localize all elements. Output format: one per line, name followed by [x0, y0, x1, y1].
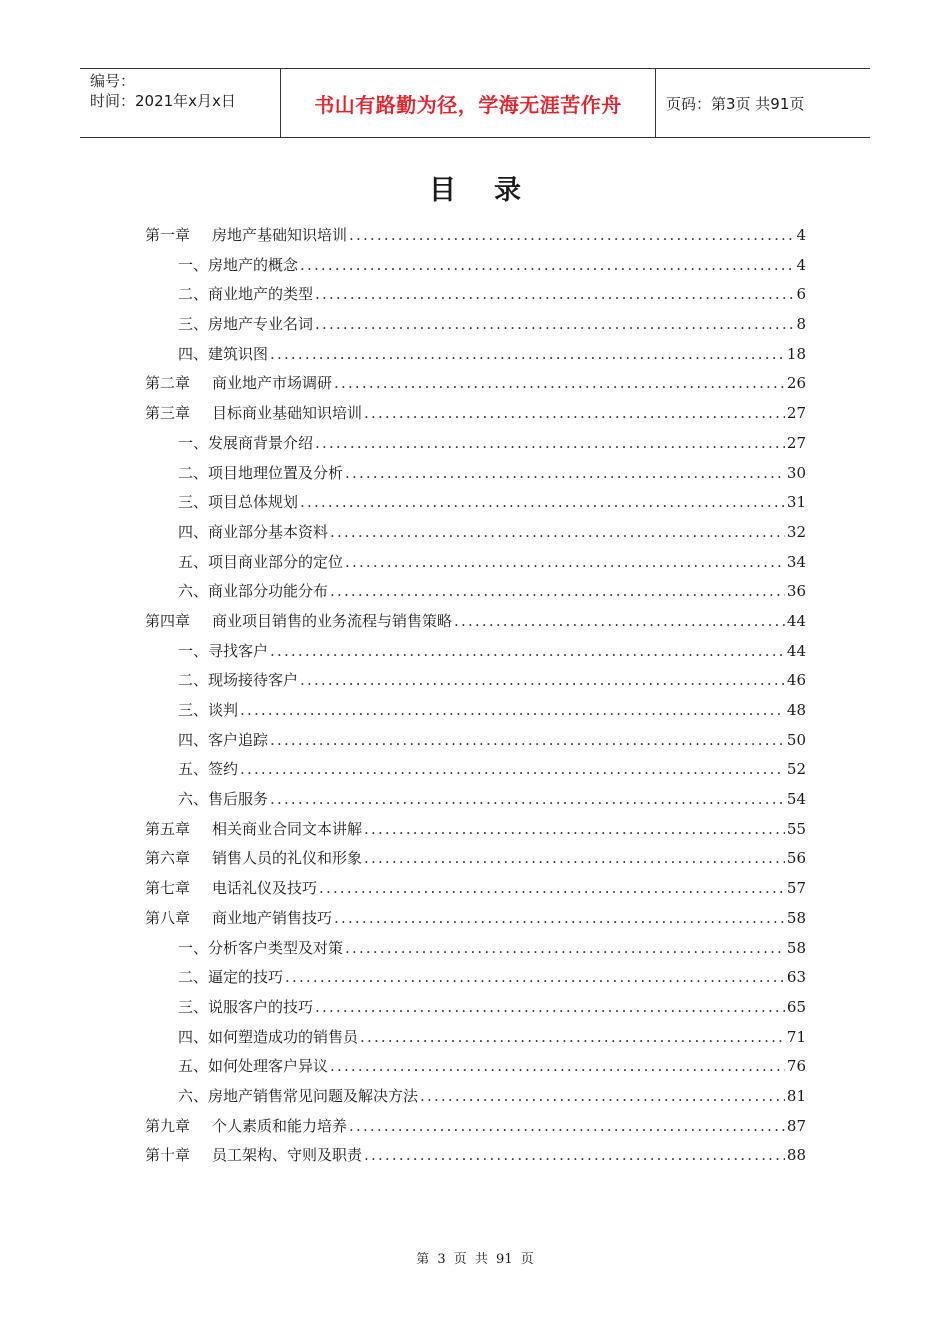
toc-page-number: 48: [786, 701, 806, 719]
toc-entry-label: 一、分析客户类型及对策: [178, 938, 344, 957]
toc-page-number: 58: [786, 908, 806, 927]
toc-chapter-number: 第十章: [145, 1146, 191, 1165]
toc-page-number: 4: [796, 255, 806, 274]
toc-entry-label: 四、商业部分基本资料: [178, 522, 329, 541]
toc-section-entry[interactable]: [145, 788, 806, 818]
toc-leader-dots: [300, 671, 785, 689]
toc-leader-dots: [300, 256, 794, 274]
toc-page-number: 46: [786, 671, 806, 690]
page-footer: 第 3 页 共 91 页: [416, 1252, 534, 1267]
toc-leader-dots: [454, 612, 785, 630]
toc-page-number: 27: [786, 433, 806, 452]
toc-leader-dots: [285, 968, 785, 986]
toc-section-entry[interactable]: [145, 343, 806, 373]
toc-section-entry[interactable]: [145, 283, 806, 313]
document-time-label: 时间：2021年x月x日: [90, 92, 236, 110]
toc-section-entry[interactable]: [145, 758, 806, 788]
toc-leader-dots: [345, 553, 785, 571]
header-meta: [80, 69, 280, 137]
toc-entry-label: 三、谈判: [178, 701, 239, 719]
toc-leader-dots: [330, 523, 785, 541]
toc-page-number: 58: [786, 938, 806, 957]
toc-page-number: 81: [786, 1086, 806, 1105]
toc-section-entry[interactable]: [145, 313, 806, 343]
toc-page-number: 88: [786, 1146, 806, 1165]
toc-leader-dots: [319, 879, 785, 897]
toc-chapter-entry[interactable]: [145, 1115, 806, 1145]
toc-entry-label: 商业地产销售技巧: [212, 908, 333, 927]
toc-entry-label: 商业地产市场调研: [212, 374, 333, 393]
toc-page-number: 63: [786, 968, 806, 987]
toc-chapter-entry[interactable]: [145, 402, 806, 432]
toc-section-entry[interactable]: [145, 491, 806, 521]
toc-section-entry[interactable]: [145, 580, 806, 610]
toc-entry-label: 目标商业基础知识培训: [212, 404, 363, 423]
toc-leader-dots: [270, 345, 785, 363]
toc-leader-dots: [364, 849, 785, 867]
toc-entry-label: 商业项目销售的业务流程与销售策略: [212, 611, 453, 630]
toc-section-entry[interactable]: [145, 462, 806, 492]
toc-section-entry[interactable]: [145, 1085, 806, 1115]
toc-entry-label: 二、商业地产的类型: [178, 285, 314, 304]
toc-leader-dots: [300, 493, 785, 511]
toc-entry-label: 个人素质和能力培养: [212, 1116, 348, 1135]
toc-entry-label: 房地产基础知识培训: [212, 226, 348, 244]
toc-page-number: 4: [796, 226, 806, 244]
toc-section-entry[interactable]: [145, 521, 806, 551]
header-motto: 书山有路勤为径，学海无涯苦作舟: [280, 69, 656, 137]
page-header: [80, 68, 870, 138]
toc-entry-label: 六、售后服务: [178, 790, 269, 809]
toc-chapter-number: 第三章: [145, 404, 191, 423]
toc-leader-dots: [349, 1117, 785, 1135]
table-of-contents: [145, 224, 806, 1174]
toc-section-entry[interactable]: [145, 729, 806, 759]
toc-entry-label: 相关商业合同文本讲解: [212, 819, 363, 838]
toc-chapter-number: 第五章: [145, 819, 191, 838]
toc-entry-label: 五、签约: [178, 760, 239, 779]
toc-entry-label: 一、房地产的概念: [178, 255, 299, 274]
toc-leader-dots: [334, 374, 785, 392]
toc-leader-dots: [345, 939, 785, 957]
toc-page-number: 32: [786, 522, 806, 541]
document-number-label: 编号：: [90, 72, 136, 90]
toc-page-number: 50: [786, 730, 806, 749]
toc-leader-dots: [360, 1028, 785, 1046]
toc-entry-label: 三、房地产专业名词: [178, 315, 314, 334]
toc-chapter-entry[interactable]: [145, 372, 806, 402]
toc-chapter-number: 第二章: [145, 374, 191, 393]
toc-section-entry[interactable]: [145, 996, 806, 1026]
toc-section-entry[interactable]: [145, 1026, 806, 1056]
toc-section-entry[interactable]: [145, 966, 806, 996]
toc-chapter-number: 第六章: [145, 849, 191, 868]
toc-page-number: 52: [786, 760, 806, 779]
toc-entry-label: 二、现场接待客户: [178, 671, 299, 690]
toc-entry-label: 四、客户追踪: [178, 730, 269, 749]
toc-section-entry[interactable]: [145, 937, 806, 967]
toc-leader-dots: [330, 582, 785, 600]
toc-leader-dots: [270, 731, 785, 749]
toc-page-number: 65: [786, 997, 806, 1016]
toc-chapter-entry[interactable]: [145, 224, 806, 254]
toc-entry-label: 三、项目总体规划: [178, 493, 299, 512]
toc-leader-dots: [315, 315, 794, 333]
toc-entry-label: 二、逼定的技巧: [178, 968, 284, 987]
toc-page-number: 76: [786, 1057, 806, 1076]
toc-chapter-number: 第八章: [145, 908, 191, 927]
toc-entry-label: 一、发展商背景介绍: [178, 433, 314, 452]
toc-leader-dots: [315, 285, 794, 303]
toc-entry-label: 五、如何处理客户异议: [178, 1057, 329, 1076]
toc-page-number: 56: [786, 849, 806, 868]
toc-chapter-entry[interactable]: [145, 1144, 806, 1174]
toc-leader-dots: [334, 909, 785, 927]
toc-chapter-entry[interactable]: [145, 907, 806, 937]
toc-entry-label: 销售人员的礼仪和形象: [212, 849, 363, 868]
toc-page-number: 54: [786, 790, 806, 809]
toc-entry-label: 员工架构、守则及职责: [212, 1146, 363, 1165]
toc-section-entry[interactable]: [145, 1055, 806, 1085]
toc-leader-dots: [240, 701, 785, 719]
toc-leader-dots: [345, 464, 785, 482]
toc-entry-label: 一、寻找客户: [178, 641, 269, 660]
toc-leader-dots: [330, 1057, 785, 1075]
toc-leader-dots: [315, 998, 785, 1016]
toc-leader-dots: [420, 1087, 785, 1105]
toc-section-entry[interactable]: [145, 432, 806, 462]
toc-entry-label: 六、商业部分功能分布: [178, 582, 329, 601]
toc-chapter-entry[interactable]: [145, 610, 806, 640]
toc-page-number: 6: [796, 285, 806, 304]
toc-page-number: 44: [786, 641, 806, 660]
toc-page-number: 44: [786, 611, 806, 630]
toc-page-number: 18: [786, 344, 806, 363]
toc-section-entry[interactable]: [145, 640, 806, 670]
toc-leader-dots: [240, 760, 785, 778]
toc-page-number: 71: [786, 1027, 806, 1046]
toc-page-number: 34: [786, 552, 806, 571]
toc-leader-dots: [364, 820, 785, 838]
page-title: 目录: [429, 175, 559, 206]
toc-page-number: 27: [786, 404, 806, 423]
toc-page-number: 8: [796, 315, 806, 334]
toc-entry-label: 二、项目地理位置及分析: [178, 463, 344, 482]
toc-page-number: 55: [786, 819, 806, 838]
toc-leader-dots: [364, 404, 785, 422]
toc-entry-label: 电话礼仪及技巧: [212, 879, 318, 898]
toc-chapter-number: 第一章: [145, 226, 191, 244]
toc-leader-dots: [364, 1146, 785, 1164]
toc-page-number: 26: [786, 374, 806, 393]
toc-section-entry[interactable]: [145, 254, 806, 284]
toc-section-entry[interactable]: [145, 669, 806, 699]
toc-chapter-number: 第四章: [145, 611, 191, 630]
toc-leader-dots: [315, 434, 785, 452]
toc-page-number: 31: [786, 493, 806, 512]
toc-chapter-entry[interactable]: [145, 847, 806, 877]
toc-entry-label: 四、建筑识图: [178, 344, 269, 363]
toc-leader-dots: [349, 226, 794, 244]
toc-page-number: 36: [786, 582, 806, 601]
toc-entry-label: 四、如何塑造成功的销售员: [178, 1027, 359, 1046]
toc-entry-label: 三、说服客户的技巧: [178, 997, 314, 1016]
toc-chapter-entry[interactable]: [145, 877, 806, 907]
toc-page-number: 87: [786, 1116, 806, 1135]
toc-page-number: 57: [786, 879, 806, 898]
toc-chapter-entry[interactable]: [145, 818, 806, 848]
toc-section-entry[interactable]: [145, 699, 806, 729]
toc-entry-label: 五、项目商业部分的定位: [178, 552, 344, 571]
toc-leader-dots: [270, 642, 785, 660]
toc-leader-dots: [270, 790, 785, 808]
toc-entry-label: 六、房地产销售常见问题及解决方法: [178, 1086, 419, 1105]
toc-chapter-number: 第七章: [145, 879, 191, 898]
toc-page-number: 30: [786, 463, 806, 482]
header-page-info: 页码：第3页 共91页: [666, 94, 805, 113]
toc-section-entry[interactable]: [145, 551, 806, 581]
toc-chapter-number: 第九章: [145, 1116, 191, 1135]
